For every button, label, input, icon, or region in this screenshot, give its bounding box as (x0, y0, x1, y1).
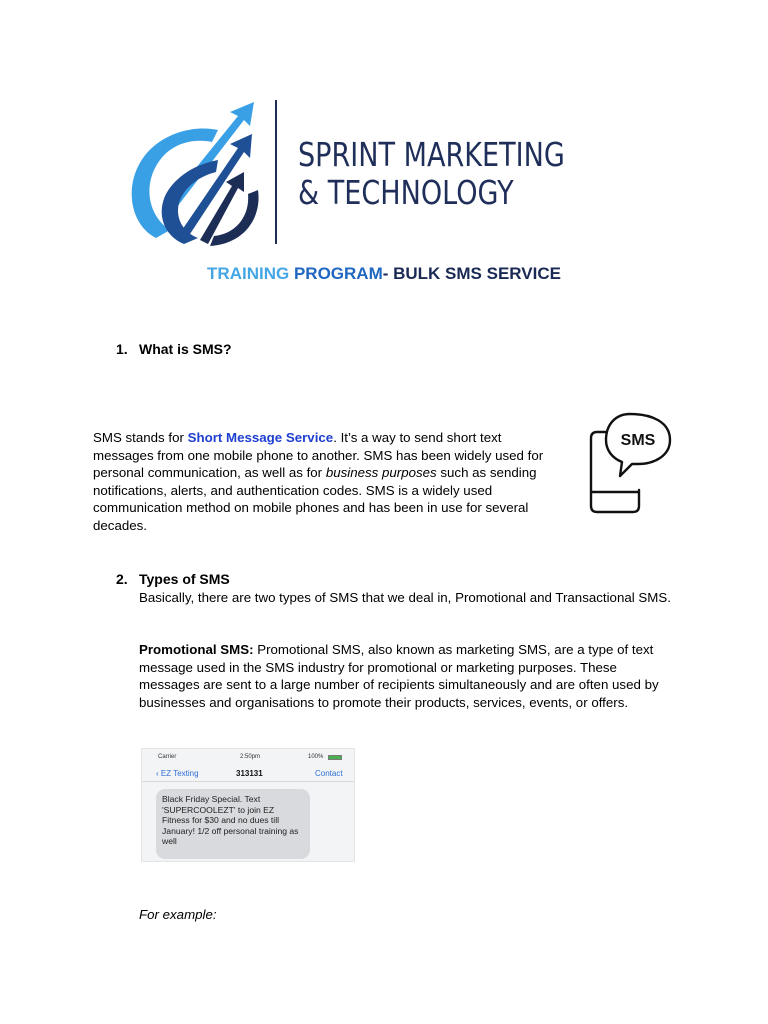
company-logo (126, 98, 566, 248)
section-2-title: Types of SMS (139, 571, 230, 587)
promotional-sms-text: Promotional SMS, also known as marketing SMS, are a type of text message used in the SMS industry for promotional or marketing purposes. These messages are sent to a large number of recipients simultaneously and are often used by businesses and organisations to promote their products, services, events, or offers. (139, 642, 659, 710)
short-message-service-highlight: Short Message Service (187, 430, 334, 445)
section-2-heading (116, 570, 230, 588)
section-1-heading (116, 340, 232, 358)
back-link-label: EZ Texting (160, 769, 199, 778)
contact-link: Contact (315, 769, 343, 778)
sms-definition-paragraph (93, 429, 563, 535)
back-link: ‹ EZ Texting (156, 769, 199, 778)
sms-text-c: such as sending notifications, alerts, and authentication codes. SMS is a widely used communication method on mobile phones and has been in use for several decades. (93, 465, 537, 533)
status-time: 2:50pm (240, 754, 261, 760)
battery-percent: 100% (308, 754, 324, 760)
section-2-number: 2. (116, 571, 128, 587)
section-1-number: 1. (116, 341, 128, 357)
logo-line-2: & TECHNOLOGY (298, 173, 514, 212)
phone-status-bar (142, 749, 354, 763)
sms-phone-icon (586, 410, 676, 518)
for-example-label: For example: (139, 907, 217, 922)
sms-example-screenshot (141, 748, 355, 862)
section-1-title: What is SMS? (139, 341, 232, 357)
promotional-sms-label: Promotional SMS: (139, 642, 254, 657)
logo-arrows-icon (126, 98, 266, 248)
title-training: TRAINING (207, 264, 290, 283)
logo-line-1: SPRINT MARKETING (298, 135, 565, 174)
promotional-sms-paragraph (139, 641, 679, 711)
business-purposes-italic: business purposes (325, 465, 437, 481)
document-title (0, 264, 768, 284)
logo-divider (275, 100, 277, 244)
sms-text-a: SMS stands for (93, 430, 188, 445)
message-bubble: Black Friday Special. Text 'SUPERCOOLEZT' to join EZ Fitness for $30 and no dues till January! 1/2 off personal training as well (156, 789, 310, 859)
sms-text-b: . It’s a way to send short text messages from one mobile phone to another. SMS has been widely used for personal communication, as well as for (93, 430, 544, 481)
logo-wordmark (298, 136, 565, 212)
phone-nav-bar (142, 765, 354, 782)
types-intro-paragraph: Basically, there are two types of SMS that we deal in, Promotional and Transactional SMS. (139, 590, 671, 605)
battery-icon (328, 755, 342, 760)
title-service: - BULK SMS SERVICE (382, 264, 561, 283)
sms-icon-label: SMS (620, 432, 656, 449)
sender-number: 313131 (236, 769, 263, 778)
carrier-label: Carrier (158, 754, 177, 760)
title-program: PROGRAM (293, 264, 383, 283)
